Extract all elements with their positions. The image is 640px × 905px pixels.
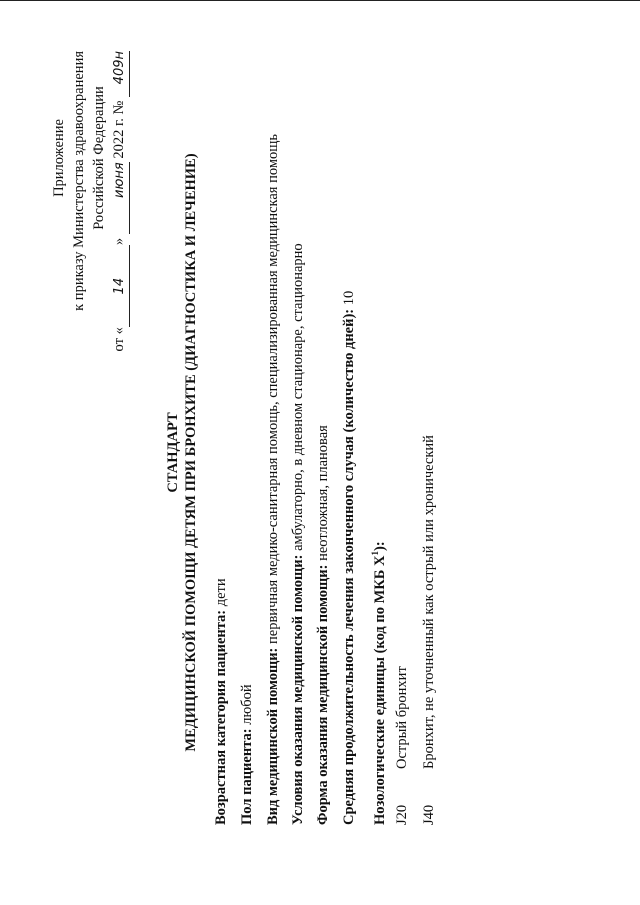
- date-year: 2022 г. №: [111, 100, 127, 159]
- field-label: Средняя продолжительность лечения законченного случая (количество дней):: [341, 308, 357, 825]
- icd-code: J20: [394, 804, 410, 825]
- field-label: Форма оказания медицинской помощи:: [315, 564, 331, 825]
- field-age-category: [212, 578, 230, 825]
- field-label: Пол пациента:: [239, 728, 255, 825]
- nosology-item: [393, 666, 411, 825]
- standard-heading: СТАНДАРТ: [165, 412, 181, 493]
- field-value: дети: [213, 578, 229, 607]
- field-treatment-duration: [340, 291, 358, 825]
- handwritten-day: 14: [111, 245, 130, 327]
- date-quote: »: [111, 237, 127, 246]
- nosology-label: Нозологические единицы (код по МКБ X: [371, 555, 388, 825]
- nosology-heading: [366, 541, 389, 825]
- diagnosis-name: Бронхит, не уточненный как острый или хронический: [421, 435, 437, 769]
- nosology-label-end: ):: [371, 541, 388, 551]
- field-value: первичная медико-санитарная помощь, специализированная медицинская помощь: [265, 133, 281, 644]
- icd-code: J40: [421, 804, 437, 825]
- appendix-order-line: к приказу Министерства здравоохранения: [71, 51, 87, 311]
- field-label: Возрастная категория пациента:: [213, 609, 229, 825]
- date-prefix: от «: [111, 327, 127, 352]
- standard-title: МЕДИЦИНСКОЙ ПОМОЩИ ДЕТЯМ ПРИ БРОНХИТЕ (ДИАГНОСТИКА И ЛЕЧЕНИЕ): [183, 153, 199, 752]
- field-label: Условия оказания медицинской помощи:: [290, 554, 306, 825]
- footnote-mark: 1: [370, 551, 380, 556]
- field-value: амбулаторно, в дневном стационаре, стационарно: [290, 243, 306, 551]
- appendix-title: Приложение: [51, 119, 67, 197]
- handwritten-number: 409н: [111, 51, 130, 97]
- field-label: Вид медицинской помощи:: [265, 647, 281, 825]
- field-value: любой: [239, 684, 255, 725]
- field-value: 10: [341, 290, 357, 306]
- field-care-form: [314, 425, 332, 825]
- field-value: неотложная, плановая: [315, 425, 331, 561]
- appendix-date-line: [110, 51, 130, 385]
- nosology-item: [420, 435, 438, 825]
- diagnosis-name: Острый бронхит: [394, 666, 410, 769]
- field-care-conditions: [289, 243, 307, 825]
- field-patient-sex: [238, 684, 256, 825]
- handwritten-month: июня: [111, 162, 130, 234]
- appendix-federation-line: Российской Федерации: [91, 86, 107, 230]
- field-care-type: [264, 134, 282, 825]
